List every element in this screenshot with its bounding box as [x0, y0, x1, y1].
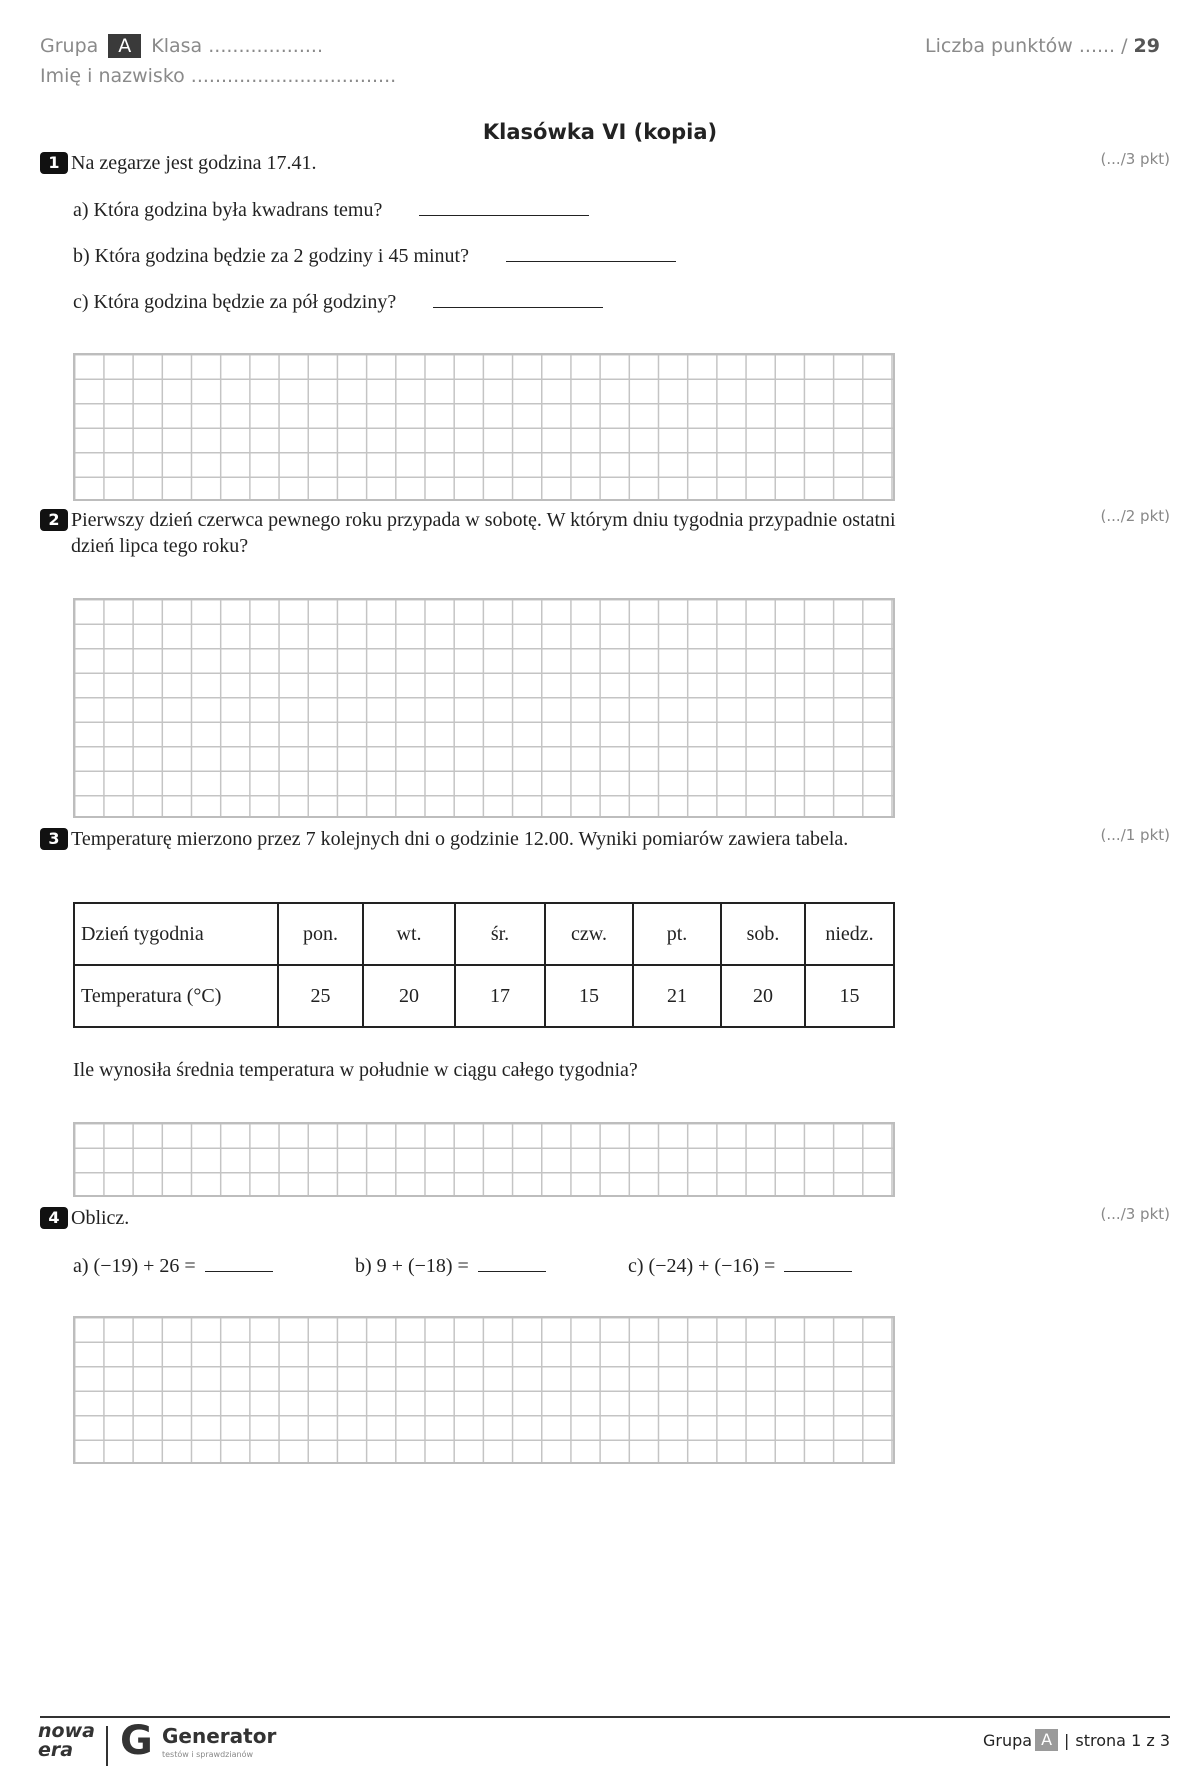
answer-line[interactable]: [419, 196, 589, 216]
footer-page-info: [983, 1728, 1170, 1752]
table-header-cell: Dzień tygodnia: [74, 903, 278, 965]
table-cell: wt.: [363, 903, 455, 965]
expression-c: [628, 1252, 852, 1279]
answer-line[interactable]: [506, 242, 676, 262]
table-row-days: [74, 903, 894, 965]
table-cell: 20: [363, 965, 455, 1027]
table-row-temps: [74, 965, 894, 1027]
table-cell: 25: [278, 965, 363, 1027]
table-header-cell: Temperatura (°C): [74, 965, 278, 1027]
page-title: Klasówka VI (kopia): [482, 120, 718, 144]
table-cell: śr.: [455, 903, 545, 965]
answer-line[interactable]: [205, 1252, 273, 1272]
expression-text: b) 9 + (−18) =: [355, 1255, 469, 1277]
subquestion-a: [73, 196, 589, 223]
table-cell: niedz.: [805, 903, 894, 965]
generator-logo-subtitle: testów i sprawdzianów: [162, 1750, 253, 1759]
subquestion-b: [73, 242, 676, 269]
answer-grid[interactable]: [73, 1316, 895, 1464]
answer-grid[interactable]: [73, 1122, 895, 1197]
task-3: [40, 826, 1170, 852]
footer-separator: |: [1064, 1730, 1070, 1750]
generator-g-icon: G: [120, 1718, 153, 1764]
task-text: Na zegarze jest godzina 17.41.: [71, 152, 317, 174]
task-number: 4: [40, 1207, 68, 1229]
table-cell: 15: [545, 965, 633, 1027]
subquestion-text: a) Która godzina była kwadrans temu?: [73, 199, 383, 221]
answer-line[interactable]: [478, 1252, 546, 1272]
task-number: 1: [40, 152, 68, 174]
table-cell: 20: [721, 965, 805, 1027]
task-points: (.../3 pkt): [1100, 150, 1170, 168]
task-points: (.../3 pkt): [1100, 1205, 1170, 1223]
task-number: 2: [40, 509, 68, 531]
name-field: Imię i nazwisko ..................................: [40, 65, 397, 87]
points-label: Liczba punktów ...... /: [925, 35, 1128, 57]
subquestion-c: [73, 288, 603, 315]
subquestion-text: c) Która godzina będzie za pół godziny?: [73, 291, 397, 313]
footer-divider: [40, 1716, 1170, 1718]
nowa-era-logo: [38, 1722, 95, 1760]
table-cell: 21: [633, 965, 721, 1027]
expression-text: a) (−19) + 26 =: [73, 1255, 196, 1277]
header-points: [925, 32, 1160, 60]
task-1: [40, 150, 1170, 176]
table-cell: sob.: [721, 903, 805, 965]
answer-line[interactable]: [784, 1252, 852, 1272]
task-3-question: Ile wynosiła średnia temperatura w południe w ciągu całego tygodnia?: [73, 1059, 638, 1081]
header-left: [40, 32, 396, 90]
footer-group-label: Grupa: [982, 1730, 1033, 1750]
task-points: (.../1 pkt): [1100, 826, 1170, 844]
logo-separator: [106, 1726, 108, 1766]
group-badge: A: [108, 34, 141, 58]
expression-b: [355, 1252, 546, 1279]
generator-logo-text: Generator: [162, 1724, 277, 1748]
class-field: Klasa ...................: [151, 35, 323, 57]
footer-group-badge: A: [1035, 1729, 1058, 1751]
expression-a: [73, 1252, 273, 1279]
task-points: (.../2 pkt): [1100, 507, 1170, 525]
task-text: Oblicz.: [71, 1207, 130, 1229]
logo-text: nowa: [38, 1720, 95, 1742]
task-number: 3: [40, 828, 68, 850]
group-label: Grupa: [40, 35, 99, 57]
table-cell: pt.: [633, 903, 721, 965]
task-2: [40, 507, 1170, 559]
table-cell: pon.: [278, 903, 363, 965]
subquestion-text: b) Która godzina będzie za 2 godziny i 45 minut?: [73, 245, 469, 267]
task-text: Temperaturę mierzono przez 7 kolejnych dni o godzinie 12.00. Wyniki pomiarów zawiera tabela.: [71, 828, 849, 850]
table-cell: 15: [805, 965, 894, 1027]
table-cell: 17: [455, 965, 545, 1027]
temperature-table: [73, 902, 895, 1028]
expression-text: c) (−24) + (−16) =: [628, 1255, 776, 1277]
task-text: Pierwszy dzień czerwca pewnego roku przypada w sobotę. W którym dniu tygodnia przypadnie ostatni dzień lipca tego roku?: [71, 509, 896, 557]
table-cell: czw.: [545, 903, 633, 965]
page-number: strona 1 z 3: [1075, 1730, 1170, 1750]
answer-grid[interactable]: [73, 353, 895, 501]
answer-line[interactable]: [433, 288, 603, 308]
task-4: [40, 1205, 1170, 1231]
answer-grid[interactable]: [73, 598, 895, 818]
points-total: 29: [1133, 35, 1160, 57]
logo-text: era: [38, 1739, 74, 1761]
